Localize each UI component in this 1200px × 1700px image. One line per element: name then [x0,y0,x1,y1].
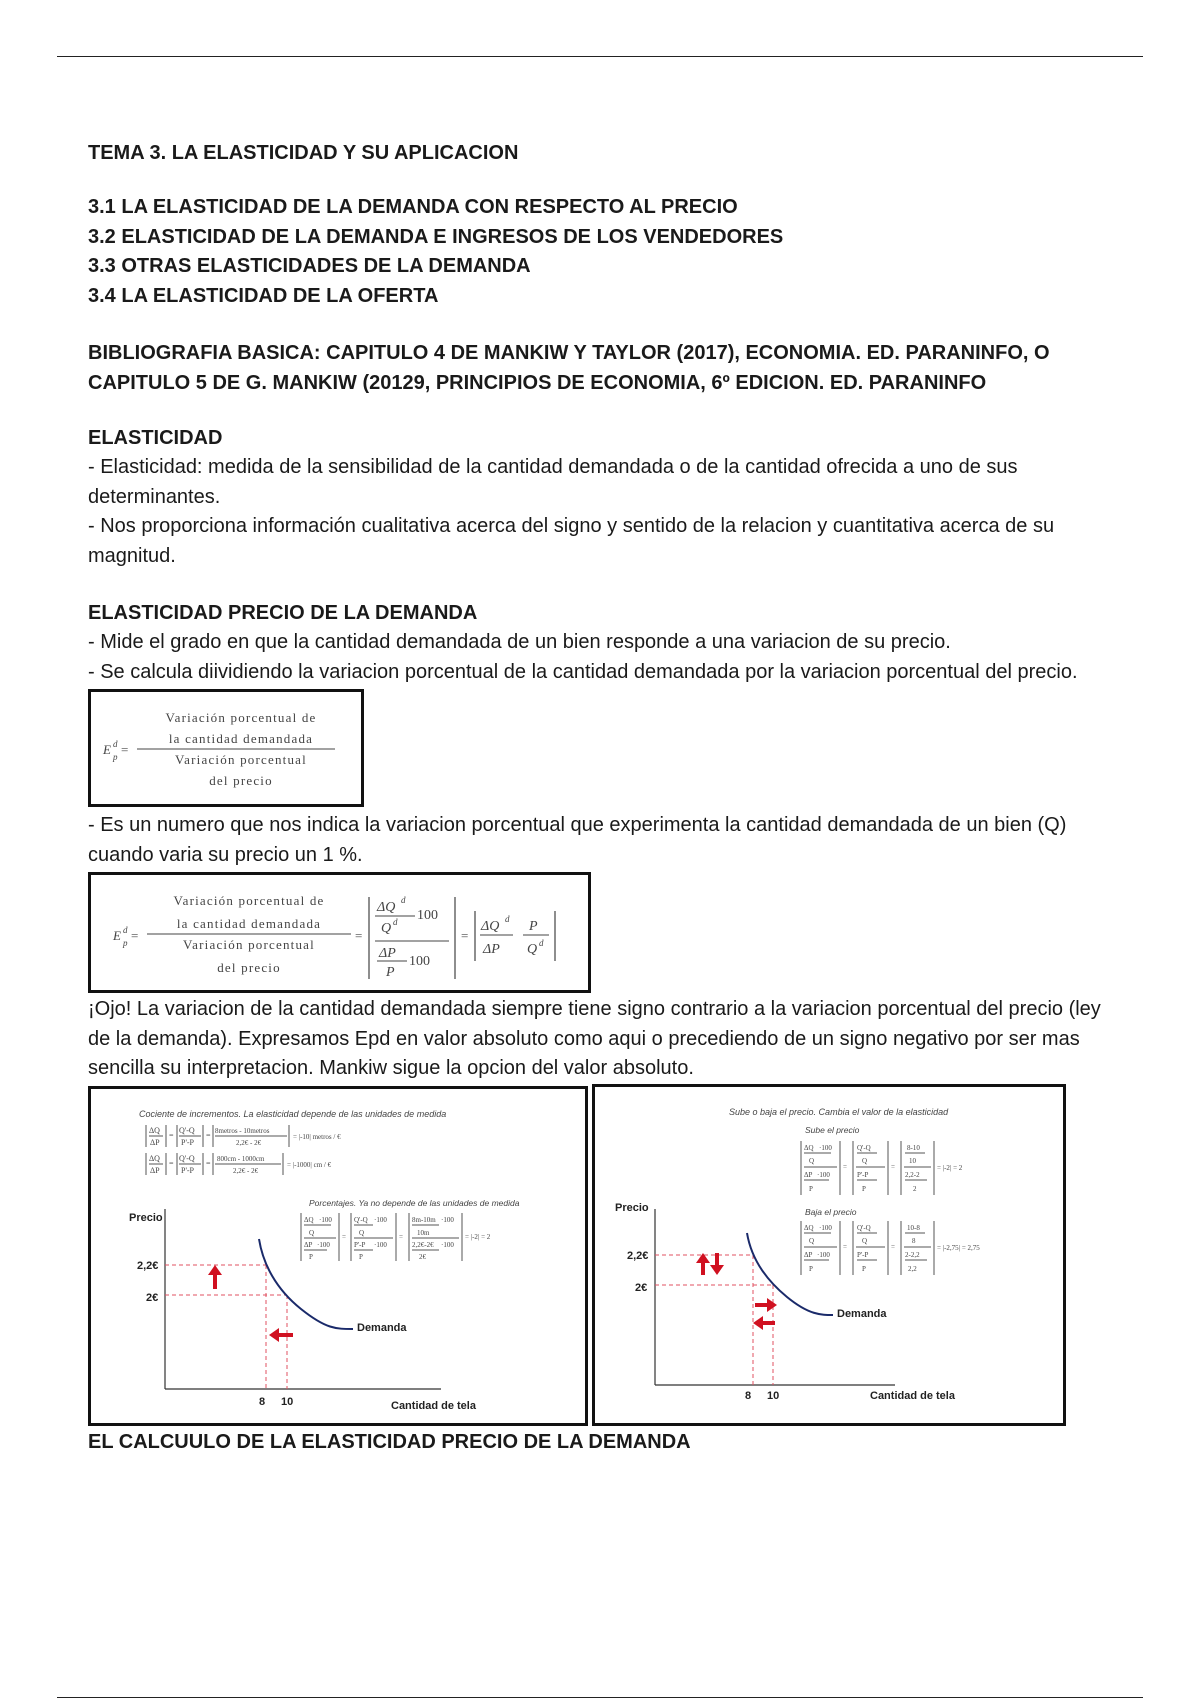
pct-caption: Porcentajes. Ya no depende de las unidades de medida [309,1197,520,1208]
svg-text:100: 100 [417,908,438,923]
svg-text:·100: ·100 [374,1240,387,1249]
paragraph: - Mide el grado en que la cantidad demandada de un bien responde a una variacion de su precio. [88,631,951,653]
section-heading: ELASTICIDAD [88,427,223,449]
svg-text:Q: Q [359,1228,365,1237]
svg-text:P: P [862,1264,866,1273]
svg-text:Q'-Q: Q'-Q [857,1143,871,1152]
svg-text:d: d [113,739,118,749]
quantity-left-arrow [269,1328,293,1342]
toc-item: 3.1 LA ELASTICIDAD DE LA DEMANDA CON RESPECTO AL PRECIO [88,196,738,218]
figure-units-graphic [91,1089,585,1423]
svg-text:·100: ·100 [817,1250,830,1259]
svg-text:·100: ·100 [817,1170,830,1179]
up-label: Sube el precio [805,1124,860,1135]
svg-text:ΔQ: ΔQ [481,919,500,934]
svg-text:P: P [809,1264,813,1273]
curve-label: Demanda [837,1307,887,1320]
formula-box-definition [88,689,364,807]
tick-price-low: 2€ [146,1291,159,1304]
svg-text:·100: ·100 [819,1143,832,1152]
bibliography: BIBLIOGRAFIA BASICA: CAPITULO 4 DE MANKIW Y TAYLOR (2017), ECONOMIA. ED. PARANINFO, O CAPITULO 5 DE G. MANKIW (20129, PRINCIPIOS DE ECONOMIA, 6º EDICION. ED. PARANINFO [88,342,1050,394]
paragraph: - Es un numero que nos indica la variacion porcentual que experimenta la cantidad demandada de un bien (Q) cuando varia su precio un 1 %. [88,814,1067,866]
toc-item: 3.2 ELASTICIDAD DE LA DEMANDA E INGRESOS DE LOS VENDEDORES [88,225,784,248]
svg-text:ΔP: ΔP [483,942,500,957]
curve-label: Demanda [357,1321,407,1334]
svg-text:Q: Q [862,1236,868,1245]
y-axis-label: Precio [129,1211,163,1224]
svg-text:p: p [123,938,128,948]
svg-text:=: = [399,1232,403,1241]
svg-text:ΔQ: ΔQ [377,900,396,915]
formula-num-line2: la cantidad demandada [176,916,322,931]
tick-qty-high: 10 [767,1389,780,1402]
svg-text:=: = [843,1242,847,1251]
tick-price-high: 2,2€ [137,1259,159,1272]
svg-text:Q'-Q: Q'-Q [179,1153,195,1163]
figure-direction-graphic [595,1087,1063,1423]
quantity-left-arrow [753,1316,775,1330]
paragraph: - Elasticidad: medida de la sensibilidad de la cantidad demandada o de la cantidad ofrecida a uno de sus determinantes. [88,456,1018,508]
svg-text:2-2,2: 2-2,2 [905,1250,920,1259]
svg-text:=: = [121,742,129,757]
svg-text:ΔP: ΔP [804,1170,813,1179]
svg-text:2,2: 2,2 [908,1264,917,1273]
tick-qty-high: 10 [281,1395,294,1408]
table-of-contents [88,193,1128,311]
svg-text:ΔQ: ΔQ [804,1223,814,1232]
svg-text:·100: ·100 [441,1240,454,1249]
svg-text:·100: ·100 [317,1240,330,1249]
toc-item: 3.3 OTRAS ELASTICIDADES DE LA DEMANDA [88,255,531,277]
svg-text:P'-P: P'-P [181,1165,195,1175]
svg-text:ΔP: ΔP [379,946,396,961]
svg-text:ΔQ: ΔQ [804,1143,814,1152]
svg-text:=: = [461,928,469,943]
eq1-result: = |-10| metros / € [293,1132,341,1141]
eq1-numerator: 8metros - 10metros [215,1126,270,1135]
svg-text:Q'-Q: Q'-Q [179,1125,195,1135]
eq2-denominator: 2,2€ - 2€ [233,1166,259,1175]
svg-text:=: = [131,928,139,943]
formula-num-line1: Variación porcentual de [165,710,317,725]
formula-den-line1: Variación porcentual [175,752,307,767]
svg-text:ΔP: ΔP [150,1165,160,1175]
svg-text:ΔQ: ΔQ [149,1153,160,1163]
price-up-arrow [208,1265,222,1289]
svg-text:=: = [891,1162,895,1171]
svg-text:ΔQ: ΔQ [149,1125,160,1135]
toc-item: 3.4 LA ELASTICIDAD DE LA OFERTA [88,284,439,307]
svg-text:Q: Q [809,1156,815,1165]
svg-text:·100: ·100 [819,1223,832,1232]
svg-text:10m: 10m [417,1228,430,1237]
svg-text:P: P [386,965,395,980]
svg-text:=: = [342,1232,346,1241]
svg-text:Q: Q [527,942,538,957]
formula-lhs: E [103,742,111,757]
svg-text:P'-P: P'-P [857,1250,869,1259]
tick-qty-low: 8 [745,1389,752,1402]
formula-den-line2: del precio [217,960,281,975]
figure-direction [592,1084,1066,1426]
svg-text:·100: ·100 [441,1215,454,1224]
x-axis-label: Cantidad de tela [870,1389,955,1402]
svg-text:d: d [505,914,510,924]
svg-text:2: 2 [913,1184,917,1193]
svg-text:ΔP: ΔP [304,1240,313,1249]
svg-text:·100: ·100 [374,1215,387,1224]
svg-text:P: P [809,1184,813,1193]
svg-text:P'-P: P'-P [857,1170,869,1179]
svg-text:d: d [123,925,128,935]
figure-units [88,1086,588,1426]
svg-text:=: = [169,1130,174,1140]
svg-text:2,2-2: 2,2-2 [905,1170,920,1179]
price-up-arrow [696,1253,710,1275]
svg-text:=: = [891,1242,895,1251]
svg-text:P: P [359,1252,363,1261]
formula-den-line1: Variación porcentual [183,937,315,952]
svg-text:Q: Q [809,1236,815,1245]
svg-text:E: E [113,928,121,943]
eq2-numerator: 800cm - 1000cm [217,1154,265,1163]
figure-caption: Sube o baja el precio. Cambia el valor de la elasticidad [729,1106,949,1117]
document-page [88,142,1128,1457]
svg-text:Q'-Q: Q'-Q [857,1223,871,1232]
figure-caption: Cociente de incrementos. La elasticidad depende de las unidades de medida [139,1108,447,1119]
formula-num-line2: la cantidad demandada [168,731,314,746]
tick-qty-low: 8 [259,1395,266,1408]
quantity-right-arrow [755,1298,777,1312]
svg-text:=: = [206,1158,211,1168]
svg-text:d: d [401,895,406,905]
figures-row [88,1084,1128,1428]
tick-price-high: 2,2€ [627,1249,649,1262]
svg-text:100: 100 [409,954,430,969]
formula-expanded [91,875,588,990]
pct-result: = |-2| = 2 [465,1232,491,1241]
x-axis-label: Cantidad de tela [391,1399,476,1412]
svg-text:d: d [393,917,398,927]
svg-text:=: = [206,1130,211,1140]
svg-text:P'-P: P'-P [354,1240,366,1249]
svg-text:Q: Q [862,1156,868,1165]
section-heading: ELASTICIDAD PRECIO DE LA DEMANDA [88,602,478,624]
formula-box-expanded [88,872,591,993]
eq1-denominator: 2,2€ - 2€ [236,1138,262,1147]
section-elasticidad-precio [88,599,1128,1084]
paragraph: - Nos proporciona información cualitativa acerca del signo y sentido de la relacion y cuantitativa acerca de su magnitud. [88,515,1055,567]
tick-price-low: 2€ [635,1281,648,1294]
formula-definition [91,692,361,804]
page-title: TEMA 3. LA ELASTICIDAD Y SU APLICACION [88,142,519,164]
svg-text:Q: Q [309,1228,315,1237]
down-result: = |-2,75| = 2,75 [937,1243,980,1252]
svg-text:d: d [539,938,544,948]
formula-den-line2: del precio [209,773,273,788]
svg-text:P: P [862,1184,866,1193]
svg-text:ΔQ: ΔQ [304,1215,314,1224]
bottom-rule [57,1697,1143,1698]
svg-text:P: P [309,1252,313,1261]
up-result: = |-2| = 2 [937,1163,963,1172]
svg-text:P'-P: P'-P [181,1137,195,1147]
eq2-result: = |-1000| cm / € [287,1160,332,1169]
svg-text:=: = [169,1158,174,1168]
svg-text:2€: 2€ [419,1252,426,1261]
svg-text:Q'-Q: Q'-Q [354,1215,368,1224]
svg-text:10-8: 10-8 [907,1223,920,1232]
svg-text:=: = [355,928,363,943]
demand-curve [747,1233,833,1315]
top-rule [57,56,1143,57]
formula-num-line1: Variación porcentual de [173,893,325,908]
svg-text:8: 8 [912,1236,916,1245]
svg-text:2,2€-2€: 2,2€-2€ [412,1240,434,1249]
svg-text:·100: ·100 [319,1215,332,1224]
svg-text:=: = [843,1162,847,1171]
svg-text:P: P [529,919,538,934]
y-axis-label: Precio [615,1201,649,1214]
svg-text:10: 10 [909,1156,916,1165]
down-label: Baja el precio [805,1206,857,1217]
paragraph: - Se calcula diividiendo la variacion porcentual de la cantidad demandada por la variacion porcentual del precio. [88,660,1078,683]
price-down-arrow [710,1253,724,1275]
svg-text:Q: Q [381,921,392,936]
section-elasticidad [88,424,1128,571]
svg-text:ΔP: ΔP [150,1137,160,1147]
svg-text:8m-10m: 8m-10m [412,1215,436,1224]
svg-text:8-10: 8-10 [907,1143,920,1152]
section-heading-calculo: EL CALCUULO DE LA ELASTICIDAD PRECIO DE LA DEMANDA [88,1430,691,1453]
paragraph: ¡Ojo! La variacion de la cantidad demandada siempre tiene signo contrario a la variacion porcentual del precio (ley de la demanda). Expresamos Epd en valor absoluto como aqui o precediendo de un signo negativo por ser mas sencilla su interpretacion. Mankiw sigue la opcion del valor absoluto. [88,998,1101,1079]
svg-text:p: p [113,752,118,762]
svg-text:ΔP: ΔP [804,1250,813,1259]
